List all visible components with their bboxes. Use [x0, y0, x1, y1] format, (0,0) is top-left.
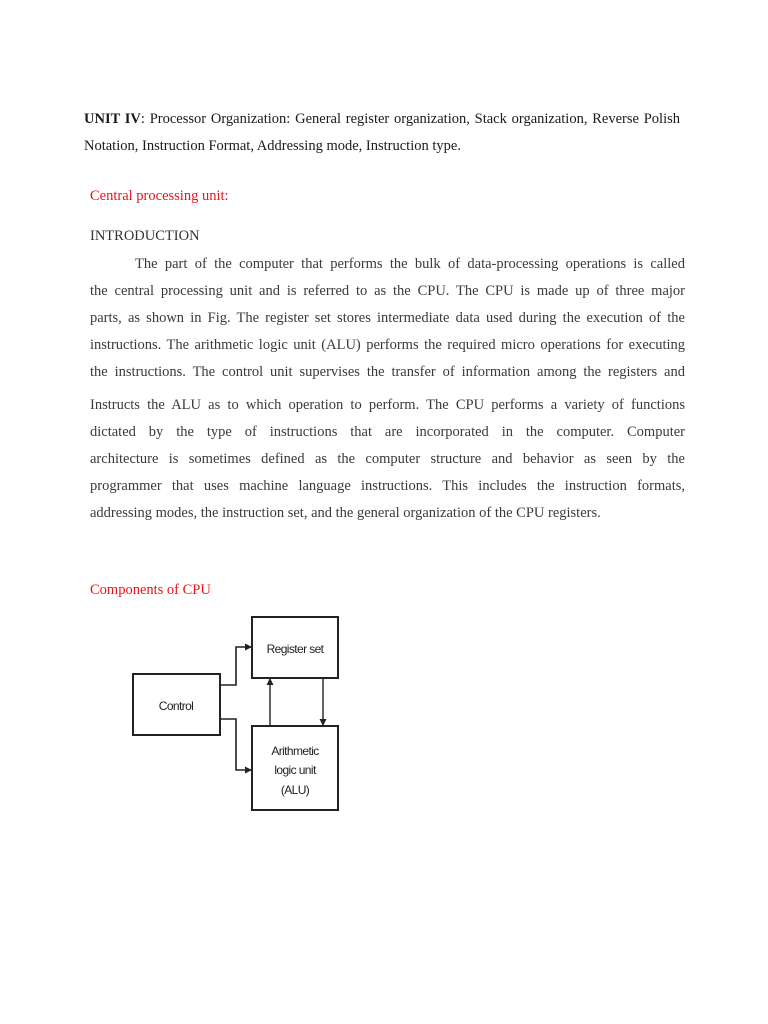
alu-label-line-1: Arithmetic	[271, 744, 319, 758]
unit-topics: : Processor Organization: General register organization, Stack organization, Reverse Polish Notation, Instruction Format, Addressing mode, Instruction type.	[84, 111, 680, 154]
introduction-paragraph-2	[90, 392, 685, 527]
unit-heading	[84, 106, 680, 160]
control-box	[133, 674, 220, 735]
paragraph-line: addressing modes, the instruction set, and the general organization of the CPU registers.	[90, 505, 601, 521]
register-set-box	[252, 617, 338, 678]
paragraph-line: Instructs the ALU as to which operation to perform. The CPU performs a variety of functions	[90, 397, 685, 413]
introduction-paragraph-1	[90, 251, 685, 386]
alu-box	[252, 726, 338, 810]
alu-label-line-2: logic unit	[274, 763, 316, 777]
paragraph-line: programmer that uses machine language instructions. This includes the instruction formats,	[90, 478, 685, 494]
paragraph-line: dictated by the type of instructions that are incorporated in the computer. Computer	[90, 424, 685, 440]
unit-label: UNIT IV	[84, 111, 141, 127]
control-to-register-arrow	[220, 647, 251, 685]
alu-label-line-3: (ALU)	[280, 783, 310, 797]
control-to-alu-arrow	[220, 719, 251, 770]
cpu-components-diagram	[130, 612, 345, 817]
control-label: Control	[158, 699, 194, 713]
paragraph-line: The part of the computer that performs the bulk of data-processing operations is called	[135, 256, 685, 272]
paragraph-line: architecture is sometimes defined as the computer structure and behavior as seen by the	[90, 451, 685, 467]
cpu-section-heading: Central processing unit:	[90, 188, 229, 204]
introduction-heading: INTRODUCTION	[90, 228, 200, 244]
cpu-diagram-svg	[130, 612, 345, 817]
paragraph-line: the central processing unit and is referred to as the CPU. The CPU is made up of three major	[90, 283, 685, 299]
register-set-label: Register set	[266, 642, 324, 656]
paragraph-line: parts, as shown in Fig. The register set stores intermediate data used during the execution of the	[90, 310, 685, 326]
paragraph-line: instructions. The arithmetic logic unit (ALU) performs the required micro operations for executing	[90, 337, 685, 353]
paragraph-line: the instructions. The control unit supervises the transfer of information among the registers and	[90, 364, 685, 380]
components-heading: Components of CPU	[90, 582, 211, 598]
